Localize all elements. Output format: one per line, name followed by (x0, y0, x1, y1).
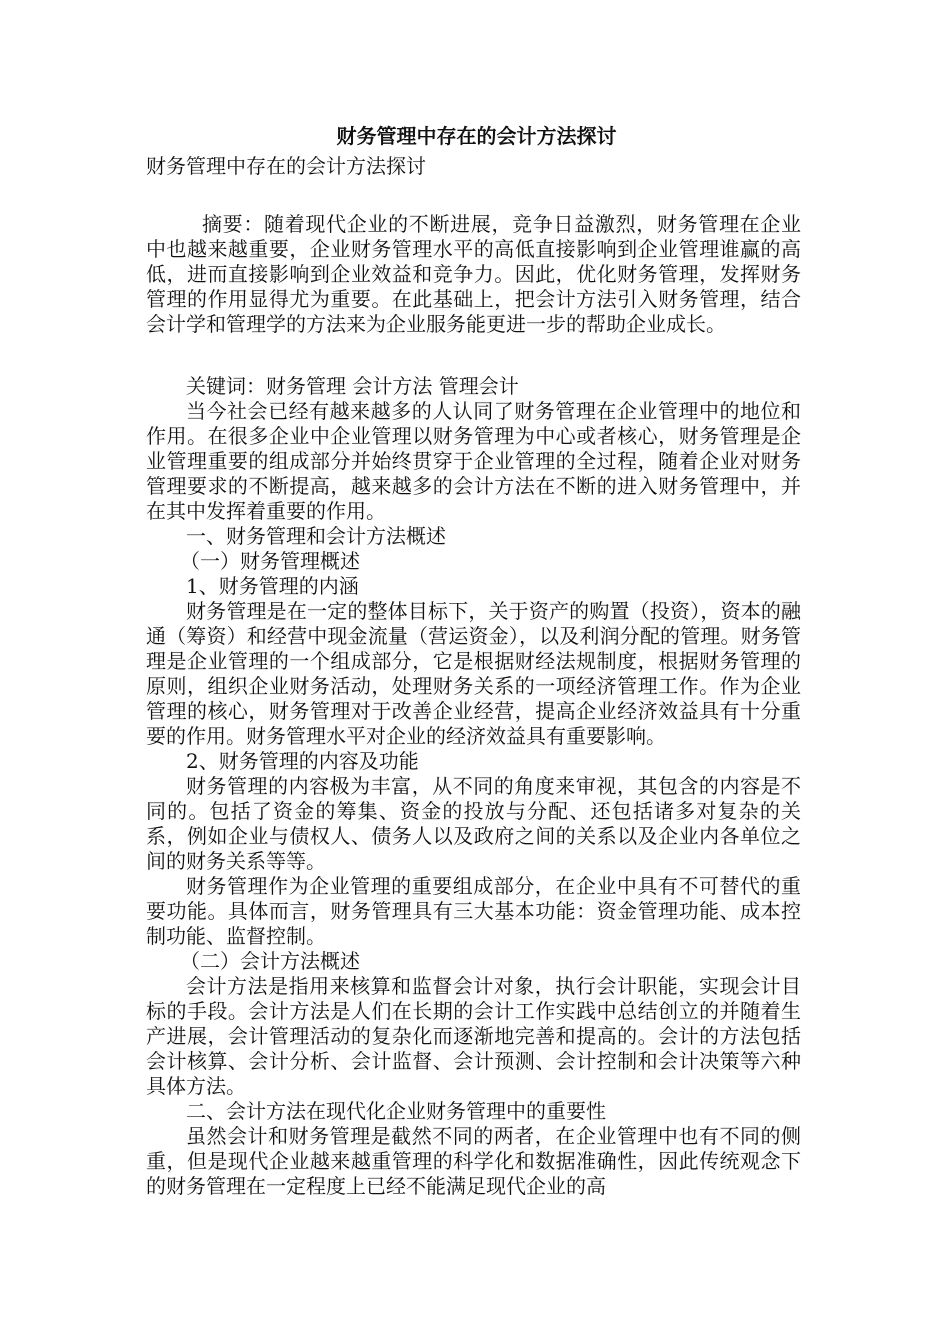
intro-paragraph: 当今社会已经有越来越多的人认同了财务管理在企业管理中的地位和作用。在很多企业中企业管理以财务管理为中心或者核心，财务管理是企业管理重要的组成部分并始终贯穿于企业管理的全过程，随着企业对财务管理要求的不断提高，越来越多的会计方法在不断的进入财务管理中，并在其中发挥着重要的作用。 (146, 399, 801, 523)
spacer (146, 337, 801, 374)
subsubsection-heading-1-1-1: 1、财务管理的内涵 (186, 574, 359, 598)
document-subtitle: 财务管理中存在的会计方法探讨 (146, 154, 426, 178)
body-paragraph: 财务管理是在一定的整体目标下，关于资产的购置（投资），资本的融通（筹资）和经营中现金流量（营运资金），以及利润分配的管理。财务管理是企业管理的一个组成部分，它是根据财经法规制度，根据财务管理的原则，组织企业财务活动，处理财务关系的一项经济管理工作。作为企业管理的核心，财务管理对于改善企业经营，提高企业经济效益具有十分重要的作用。财务管理水平对企业的经济效益具有重要影响。 (146, 599, 801, 748)
document-title: 财务管理中存在的会计方法探讨 (336, 124, 617, 148)
body-paragraph: 会计方法是指用来核算和监督会计对象，执行会计职能，实现会计目标的手段。会计方法是人们在长期的会计工作实践中总结创立的并随着生产进展，会计管理活动的复杂化而逐渐地完善和提高的。会计的方法包括会计核算、会计分析、会计监督、会计预测、会计控制和会计决策等六种具体方法。 (146, 974, 801, 1098)
section-heading-2: 二、会计方法在现代化企业财务管理中的重要性 (186, 1099, 606, 1123)
document-page (146, 118, 801, 1199)
body-paragraph: 财务管理作为企业管理的重要组成部分，在企业中具有不可替代的重要功能。具体而言，财务管理具有三大基本功能：资金管理功能、成本控制功能、监督控制。 (146, 874, 801, 948)
section-heading-1: 一、财务管理和会计方法概述 (186, 524, 446, 548)
keywords-line: 关键词：财务管理 会计方法 管理会计 (186, 374, 519, 398)
body-paragraph: 虽然会计和财务管理是截然不同的两者，在企业管理中也有不同的侧重，但是现代企业越来越重管理的科学化和数据准确性，因此传统观念下的财务管理在一定程度上已经不能满足现代企业的高 (146, 1124, 801, 1198)
body-paragraph: 财务管理的内容极为丰富，从不同的角度来审视，其包含的内容是不同的。包括了资金的筹集、资金的投放与分配、还包括诸多对复杂的关系，例如企业与债权人、债务人以及政府之间的关系以及企业内各单位之间的财务关系等等。 (146, 774, 801, 873)
subsection-heading-1-2: （二）会计方法概述 (180, 949, 360, 973)
abstract-paragraph: 摘要：随着现代企业的不断进展，竞争日益激烈，财务管理在企业中也越来越重要，企业财务管理水平的高低直接影响到企业管理谁赢的高低，进而直接影响到企业效益和竞争力。因此，优化财务管理，发挥财务管理的作用显得尤为重要。在此基础上，把会计方法引入财务管理，结合会计学和管理学的方法来为企业服务能更进一步的帮助企业成长。 (146, 212, 801, 336)
subsubsection-heading-1-1-2: 2、财务管理的内容及功能 (186, 749, 419, 773)
subsection-heading-1-1: （一）财务管理概述 (180, 549, 360, 573)
spacer (146, 179, 801, 212)
